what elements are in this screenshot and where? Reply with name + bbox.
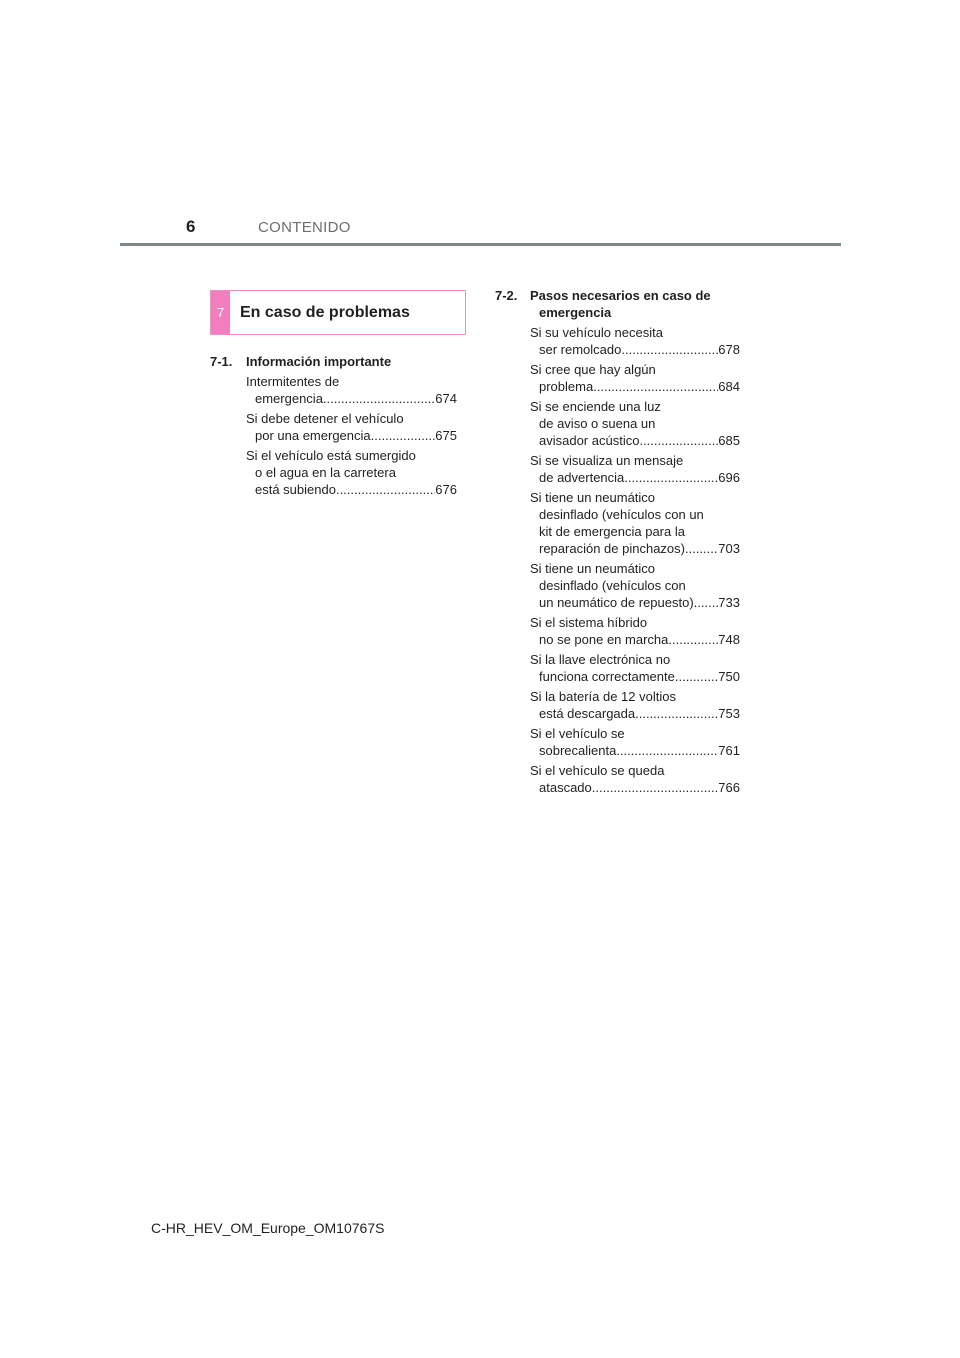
toc-entry-line: o el agua en la carretera (255, 465, 396, 480)
dot-leader (635, 705, 718, 722)
toc-entry[interactable] (530, 361, 740, 395)
toc-entry-text: está descargada (539, 706, 636, 721)
dot-leader (592, 779, 719, 796)
toc-entry-text: está subiendo (255, 482, 336, 497)
toc-page-number: 750 (718, 669, 740, 684)
toc-entry-line: Si tiene un neumático (530, 561, 656, 576)
toc-entry-line: Si tiene un neumático (530, 490, 656, 505)
section-title: En caso de problemas (240, 303, 410, 321)
chapter-title-line: emergencia (539, 305, 612, 320)
toc-entry-last-line (530, 631, 740, 648)
toc-entry-text: atascado (539, 780, 592, 795)
toc-entry[interactable] (246, 410, 457, 444)
chapter-number: 7-1. (210, 354, 233, 369)
toc-entry-text: no se pone en marcha (539, 632, 669, 647)
toc-entry-line: Si se enciende una luz (530, 399, 661, 414)
toc-entry-text: un neumático de repuesto) (539, 595, 694, 610)
toc-entry-line: Si la llave electrónica no (530, 652, 671, 667)
toc-entry-last-line (530, 432, 740, 449)
dot-leader (675, 668, 718, 685)
toc-entry[interactable] (530, 489, 740, 557)
chapter-number: 7-2. (495, 288, 518, 303)
toc-entry-text: funciona correctamente (539, 669, 675, 684)
toc-entry-text: problema (539, 379, 594, 394)
toc-entry-line: Si el vehículo se queda (530, 763, 665, 778)
toc-entry[interactable] (530, 452, 740, 486)
toc-page-number: 675 (435, 428, 457, 443)
toc-entry[interactable] (530, 688, 740, 722)
dot-leader (336, 481, 435, 498)
toc-entry[interactable] (530, 324, 740, 358)
toc-entry-text: reparación de pinchazos) (539, 541, 685, 556)
toc-entry-line: Intermitentes de (246, 374, 340, 389)
dot-leader (593, 378, 718, 395)
toc-page-number: 761 (718, 743, 740, 758)
toc-entry[interactable] (530, 725, 740, 759)
toc-entry-last-line (530, 705, 740, 722)
toc-entry-line: Si cree que hay algún (530, 362, 656, 377)
toc-entry-line: Si la batería de 12 voltios (530, 689, 676, 704)
toc-entry-line: Si se visualiza un mensaje (530, 453, 684, 468)
toc-entry-line: Si el vehículo se (530, 726, 625, 741)
dot-leader (639, 432, 718, 449)
toc-entry[interactable] (530, 398, 740, 449)
toc-entry-text: ser remolcado (539, 342, 622, 357)
page-number: 6 (186, 217, 196, 236)
dot-leader (616, 742, 718, 759)
toc-column-right (495, 287, 740, 799)
toc-entry-last-line (530, 594, 740, 611)
toc-entry-line: de aviso o suena un (539, 416, 656, 431)
header-rule (120, 243, 841, 246)
document-code: C-HR_HEV_OM_Europe_OM10767S (151, 1220, 385, 1236)
toc-entry[interactable] (530, 651, 740, 685)
toc-entry-last-line (530, 469, 740, 486)
toc-entry[interactable] (246, 373, 457, 407)
toc-entry-text: de advertencia (539, 470, 625, 485)
toc-entry-last-line (530, 668, 740, 685)
chapter-heading (495, 287, 740, 321)
toc-entry-text: por una emergencia (255, 428, 371, 443)
section-heading (210, 290, 466, 335)
toc-page-number: 684 (718, 379, 740, 394)
toc-entry[interactable] (530, 614, 740, 648)
dot-leader (371, 427, 436, 444)
toc-entry[interactable] (530, 762, 740, 796)
toc-entry-last-line (530, 341, 740, 358)
toc-entry-last-line (530, 742, 740, 759)
dot-leader (624, 469, 718, 486)
dot-leader (694, 594, 719, 611)
toc-entry[interactable] (246, 447, 457, 498)
toc-page-number: 748 (718, 632, 740, 647)
dot-leader (621, 341, 718, 358)
chapter-heading (210, 353, 457, 370)
toc-entry[interactable] (530, 560, 740, 611)
toc-entry-text: emergencia (255, 391, 323, 406)
chapter-title: Información importante (246, 354, 392, 369)
toc-page-number: 678 (718, 342, 740, 357)
toc-page-number: 733 (718, 595, 740, 610)
dot-leader (323, 390, 435, 407)
dot-leader (685, 540, 718, 557)
toc-page-number: 753 (718, 706, 740, 721)
toc-page-number: 766 (718, 780, 740, 795)
toc-page-number: 685 (718, 433, 740, 448)
toc-entry-last-line (530, 779, 740, 796)
toc-entry-line: Si debe detener el vehículo (246, 411, 404, 426)
toc-entry-line: Si el vehículo está sumergido (246, 448, 416, 463)
page-header-title: CONTENIDO (258, 219, 351, 236)
toc-entry-text: sobrecalienta (539, 743, 617, 758)
toc-entry-line: kit de emergencia para la (539, 524, 685, 539)
toc-entry-last-line (246, 390, 457, 407)
toc-page-number: 696 (718, 470, 740, 485)
toc-entry-last-line (530, 540, 740, 557)
toc-entry-last-line (530, 378, 740, 395)
toc-entry-line: Si su vehículo necesita (530, 325, 663, 340)
toc-entry-line: desinflado (vehículos con un (539, 507, 704, 522)
toc-page-number: 676 (435, 482, 457, 497)
toc-page-number: 703 (718, 541, 740, 556)
toc-entry-last-line (246, 481, 457, 498)
toc-entry-last-line (246, 427, 457, 444)
toc-entry-text: avisador acústico (539, 433, 640, 448)
chapter-title-line: Pasos necesarios en caso de (530, 288, 711, 303)
toc-entry-line: desinflado (vehículos con (539, 578, 686, 593)
toc-page-number: 674 (435, 391, 457, 406)
dot-leader (668, 631, 718, 648)
section-number-tab: 7 (211, 291, 230, 334)
toc-column-left (210, 353, 457, 501)
toc-entry-line: Si el sistema híbrido (530, 615, 648, 630)
